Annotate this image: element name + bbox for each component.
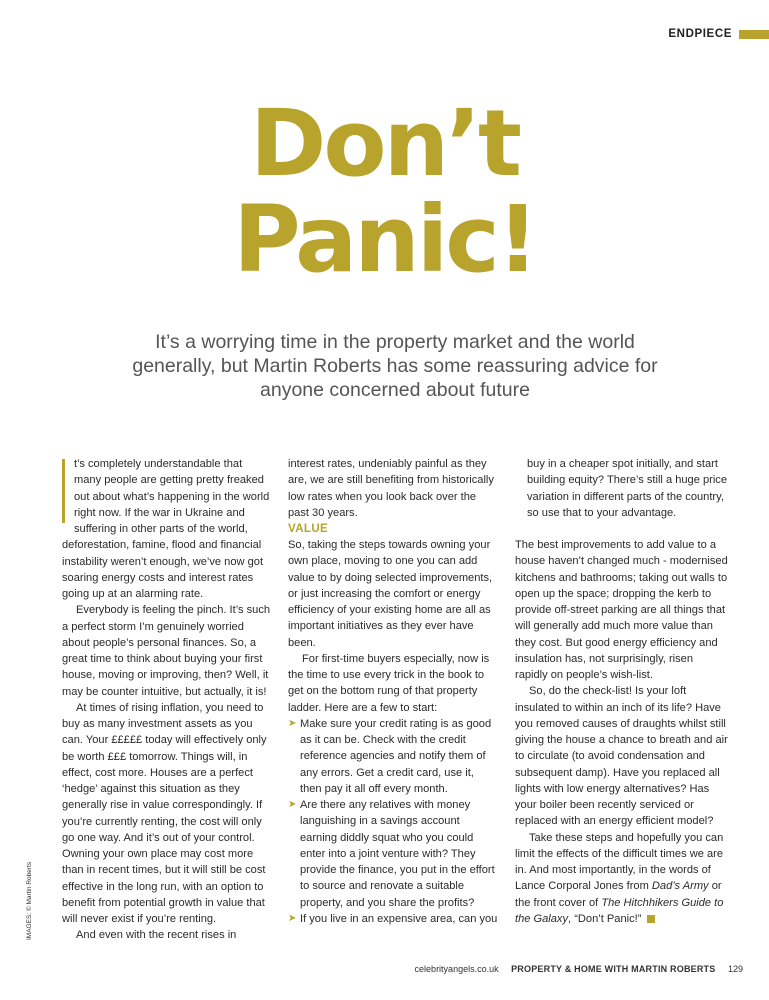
- body-paragraph: [62, 456, 272, 602]
- subheading-value: VALUE: [288, 523, 329, 535]
- drop-cap-bar: [62, 459, 65, 523]
- headline-line-2: Panic!: [233, 186, 536, 293]
- body-column-3: [515, 456, 728, 927]
- body-paragraph: And even with the recent rises in: [76, 929, 237, 942]
- section-label: ENDPIECE: [668, 28, 732, 40]
- body-paragraph: The best improvements to add value to a house haven’t changed much - modernised kitchens and bathrooms; taking out walls to open up the space; dropping the kerb to provide off-street parking are all things that will generally add much more value than they cost. But good energy efficiency and insulation has, not surprisingly, risen rapidly on people’s wish-list.: [515, 539, 728, 681]
- page-number: 129: [727, 964, 743, 974]
- bullet-continuation: buy in a cheaper spot initially, and start building equity? There’s still a huge price variation in different parts of the country, so use that to your advantage.: [527, 458, 728, 519]
- section-accent-bar: [739, 30, 769, 39]
- body-paragraph-text: t’s completely understandable that many people are getting pretty freaked out about what’s happening in the world right now. If the war in Ukraine and suffering in other parts of the world, deforestation, famine, flood and financial instability weren’t enough, we’ve now got soaring energy costs and interest rates going up at an alarming rate.: [62, 458, 270, 600]
- arrow-bullet-icon: ➤: [288, 799, 297, 810]
- arrow-bullet-icon: ➤: [288, 717, 297, 729]
- body-paragraph: For first-time buyers especially, now is the time to use every trick in the book to get on the bottom rung of that property ladder. Here are a few to start:: [288, 652, 490, 714]
- footer-site: celebrityangels.co.uk: [414, 964, 499, 974]
- text-run: Take these steps and hopefully you can limit the effects of the difficult times we are in. And most importantly, in the words of Lance Corporal Jones from: [515, 831, 724, 893]
- bullet-text: Are there any relatives with money languishing in a savings account earning diddly squat who you could enter into a joint venture with? They provide the finance, you put in the effort to source and renovate a suitable property, and you share the profits?: [300, 799, 495, 909]
- headline: [0, 90, 769, 293]
- body-column-2: [288, 456, 498, 927]
- text-run-italic: The Hitchhikers Guide to the Galaxy: [515, 896, 724, 925]
- body-paragraph: So, do the check-list! Is your loft insulated to within an inch of its life? Have you removed causes of draughts whilst still giving the house a chance to breath and air to circulate (to avoid condensation and subsequent damp). Have you replaced all lights with low energy alternatives? Has your boiler been recently serviced or replaced with an energy efficient model?: [515, 685, 728, 828]
- footer-magazine-title: PROPERTY & HOME WITH MARTIN ROBERTS: [511, 964, 716, 974]
- body-paragraph: At times of rising inflation, you need to buy as many investment assets as you can. Your £££££ today will effectively only be worth £££ tomorrow. Things will, in effect, cost more. Houses are a perfect ‘hedge’ against this situation as they generally rise in value correspondingly. If you’re currently renting, the cost will only go one way. And it’s out of your control. Owning your own place may cost more than in recent times, but it will still be cost effective in the long run, with an option to benefit from potential growth in value that will never exist if you’re renting.: [62, 701, 267, 925]
- text-run: or the front cover of: [515, 880, 722, 909]
- bullet-item: [288, 911, 498, 927]
- section-tag: [668, 28, 769, 40]
- end-of-article-marker: [647, 915, 655, 923]
- bullet-item: [288, 797, 498, 911]
- bullet-item: [288, 716, 498, 797]
- text-run-italic: Dad’s Army: [651, 880, 709, 893]
- body-paragraph: Everybody is feeling the pinch. It’s such a perfect storm I’m genuinely worried about people’s personal finances. So, a great time to think about buying your first house, moving or improving, then? Well, it may be counter intuitive, but actually, it is!: [62, 604, 271, 698]
- standfirst: It’s a worrying time in the property market and the world generally, but Martin Roberts has some reassuring advice for anyone concerned about future: [132, 331, 658, 401]
- body-paragraph-final: [515, 830, 728, 928]
- bullet-text: Make sure your credit rating is as good as it can be. Check with the credit reference agencies and notify them of any errors. Get a credit card, use it, then pay it all off every month.: [300, 717, 492, 795]
- headline-line-1: Don’t: [250, 90, 519, 197]
- image-credit: IMAGES: © Martin Roberts: [26, 861, 33, 940]
- arrow-bullet-icon: ➤: [288, 912, 297, 924]
- body-column-1: [62, 456, 272, 944]
- paragraph-gap: [515, 521, 728, 537]
- text-run: , “Don’t Panic!”: [568, 912, 642, 925]
- page-footer: [415, 964, 743, 974]
- body-paragraph: So, taking the steps towards owning your own place, moving to one you can add value to by doing selected improvements, or just increasing the comfort or energy efficiency of your existing home are all as important initiatives as they ever have been.: [288, 539, 493, 649]
- bullet-text: If you live in an expensive area, can you: [300, 912, 498, 925]
- body-paragraph: interest rates, undeniably painful as they are, we are still benefiting from historically low rates when you look back over the past 30 years.: [288, 458, 494, 519]
